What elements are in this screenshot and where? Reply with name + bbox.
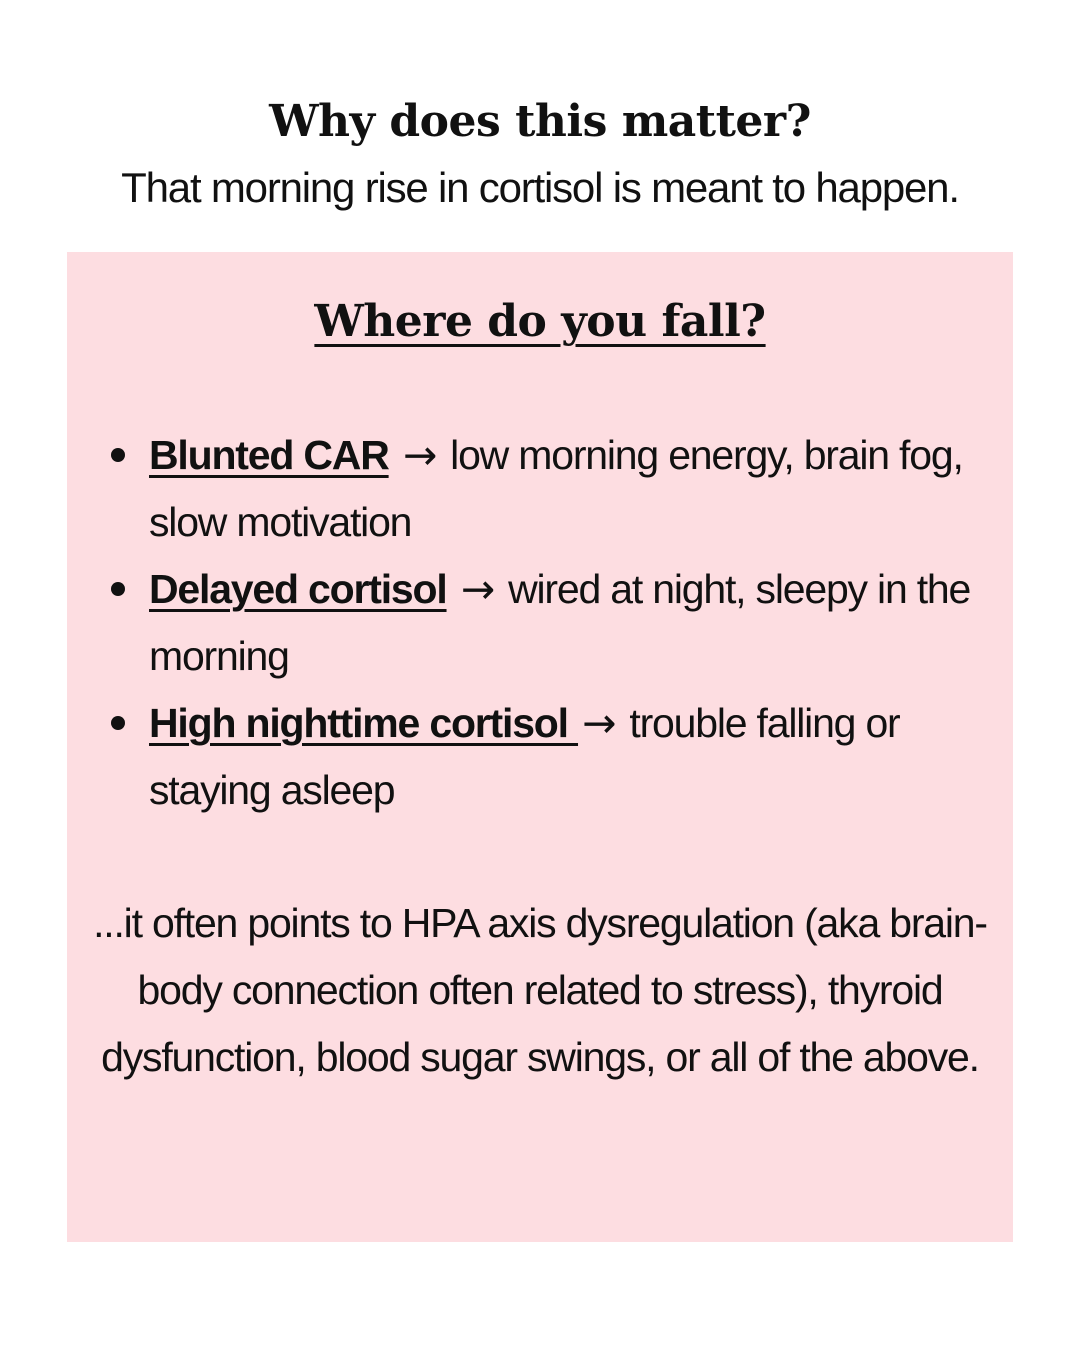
arrow-right-icon: → bbox=[402, 431, 436, 479]
arrow-right-icon: → bbox=[582, 699, 616, 747]
closing-paragraph: ...it often points to HPA axis dysregulation (aka brain-body connection often related to stress), thyroid dysfunction, blood sugar swings, or all of the above. bbox=[93, 900, 987, 1080]
cortisol-pattern-list bbox=[67, 422, 1013, 824]
list-item-term: Blunted CAR bbox=[149, 432, 389, 478]
arrow-right-icon: → bbox=[460, 565, 494, 613]
panel-title: Where do you fall? bbox=[314, 296, 766, 347]
page-title: Why does this matter? bbox=[269, 96, 811, 147]
list-item-description: low morning energy, brain fog, slow motivation bbox=[149, 432, 963, 545]
list-item-delayed-cortisol bbox=[67, 556, 1013, 690]
list-item-term: High nighttime cortisol bbox=[149, 700, 579, 746]
page-subtitle: That morning rise in cortisol is meant to happen. bbox=[121, 164, 959, 211]
bullet-icon bbox=[111, 448, 125, 462]
list-item-term: Delayed cortisol bbox=[149, 566, 447, 612]
info-panel bbox=[67, 252, 1013, 1242]
list-item-description: trouble falling or staying asleep bbox=[149, 700, 900, 813]
list-item-high-nighttime-cortisol bbox=[67, 690, 1013, 824]
list-item-blunted-car bbox=[67, 422, 1013, 556]
bullet-icon bbox=[111, 582, 125, 596]
bullet-icon bbox=[111, 716, 125, 730]
list-item-description: wired at night, sleepy in the morning bbox=[149, 566, 971, 679]
